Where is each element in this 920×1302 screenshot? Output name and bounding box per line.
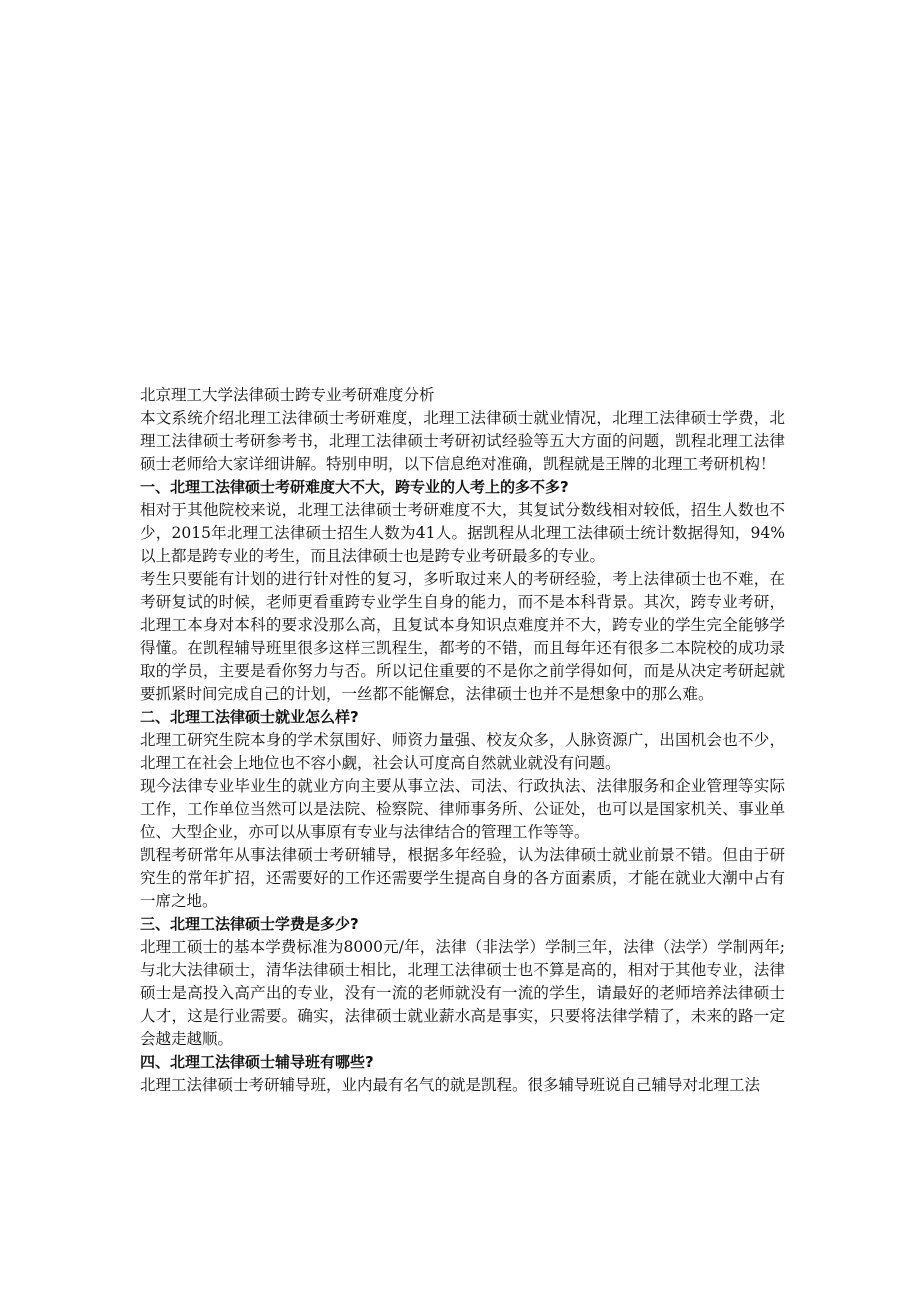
section-3-heading: 三、北理工法律硕士学费是多少? bbox=[140, 915, 359, 933]
section-1-paragraph-1: 相对于其他院校来说，北理工法律硕士考研难度不大，其复试分数线相对较低，招生人数也不少，2015年北理工法律硕士招生人数为41人。据凯程从北理工法律硕士统计数据得知，94%以上都是跨专业的考生，而且法律硕士也是跨专业考研最多的专业。 bbox=[140, 501, 785, 565]
section-4-paragraph-1: 北理工法律硕士考研辅导班，业内最有名气的就是凯程。很多辅导班说自己辅导对北理工法 bbox=[140, 1076, 761, 1094]
section-1-paragraph-2: 考生只要能有计划的进行针对性的复习，多听取过来人的考研经验，考上法律硕士也不难，在考研复试的时候，老师更看重跨专业学生自身的能力，而不是本科背景。其次，跨专业考研，北理工本身对本科的要求没那么高，且复试本身知识点难度并不大，跨专业的学生完全能够学得懂。在凯程辅导班里很多这样三凯程生，都考的不错，而且每年还有很多二本院校的成功录取的学员，主要是看你努力与否。所以记住重要的不是你之前学得如何，而是从决定考研起就要抓紧时间完成自己的计划，一丝都不能懈怠，法律硕士也并不是想象中的那么难。 bbox=[140, 570, 785, 703]
section-2-paragraph-3: 凯程考研常年从事法律硕士考研辅导，根据多年经验，认为法律硕士就业前景不错。但由于研究生的常年扩招，还需要好的工作还需要学生提高自身的各方面素质，才能在就业大潮中占有一席之地。 bbox=[140, 846, 785, 910]
section-2-paragraph-1: 北理工研究生院本身的学术氛围好、师资力量强、校友众多，人脉资源广，出国机会也不少，北理工在社会上地位也不容小觑，社会认可度高自然就业就没有问题。 bbox=[140, 731, 785, 772]
section-3-paragraph-1: 北理工硕士的基本学费标准为8000元/年，法律（非法学）学制三年，法律（法学）学制两年; 与北大法律硕士，清华法律硕士相比，北理工法律硕士也不算是高的，相对于其他专业，法律硕士是高投入高产出的专业，没有一流的老师就没有一流的学生，请最好的老师培养法律硕士人才，这是行业需要。确实，法律硕士就业薪水高是事实，只要将法律学精了，未来的路一定会越走越顺。 bbox=[140, 938, 785, 1048]
document-body bbox=[140, 384, 785, 1097]
section-2-paragraph-2: 现今法律专业毕业生的就业方向主要从事立法、司法、行政执法、法律服务和企业管理等实际工作，工作单位当然可以是法院、检察院、律师事务所、公证处，也可以是国家机关、事业单位、大型企业，亦可以从事原有专业与法律结合的管理工作等等。 bbox=[140, 777, 785, 841]
document-title: 北京理工大学法律硕士跨专业考研难度分析 bbox=[140, 386, 435, 404]
intro-paragraph: 本文系统介绍北理工法律硕士考研难度，北理工法律硕士就业情况，北理工法律硕士学费，北理工法律硕士考研参考书，北理工法律硕士考研初试经验等五大方面的问题，凯程北理工法律硕士老师给大家详细讲解。特别申明，以下信息绝对准确，凯程就是王牌的北理工考研机构！ bbox=[140, 409, 785, 473]
section-4-heading: 四、北理工法律硕士辅导班有哪些? bbox=[140, 1053, 374, 1071]
section-2-heading: 二、北理工法律硕士就业怎么样? bbox=[140, 708, 359, 726]
section-1-heading: 一、北理工法律硕士考研难度大不大，跨专业的人考上的多不多? bbox=[140, 478, 569, 496]
